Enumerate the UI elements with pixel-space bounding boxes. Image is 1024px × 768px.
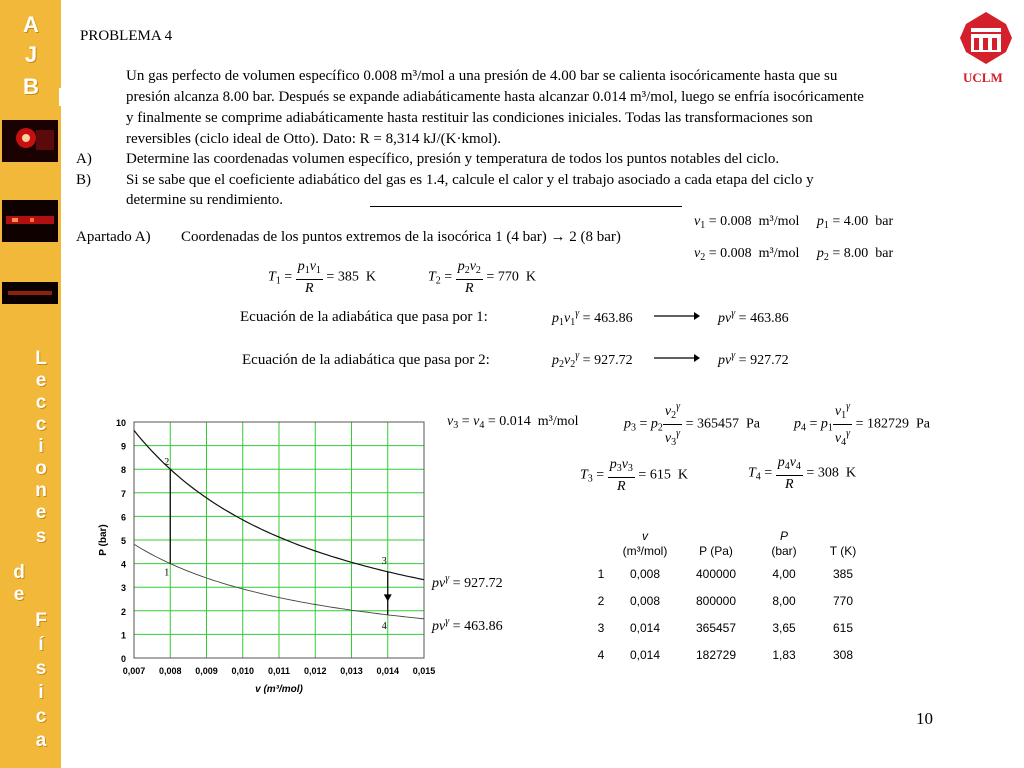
row-T: 308 [832,647,854,662]
row-T: 770 [832,593,854,608]
table-row [588,560,874,587]
p3-value: 365457 [696,416,739,432]
header-pa-bottom: P (Pa) [699,544,733,558]
table-row [588,587,874,614]
item-b-line-2: determine su rendimiento. [126,192,284,208]
header-bar [756,528,812,560]
row-T: 385 [832,566,854,581]
sb-l12: í [38,634,44,655]
apartado-text: Coordenadas de los puntos extremos de la isocórica 1 (4 bar) → 2 (8 bar) [181,229,621,245]
row-index: 3 [597,620,605,635]
lab-photo-2 [2,200,58,242]
sidebar-marker [59,88,64,106]
row-index: 4 [597,647,605,662]
sb-l0: L [35,348,47,369]
eq-p4: $p_4 = p_1$ $\frac{v_1^\gamma}{v_4^\gamma}$ = 182729 Pa [794,398,930,451]
curve-label-lower-value: 463.86 [464,619,503,634]
sidebar [0,0,61,768]
sb-l5: o [35,458,47,479]
point-label-3: 3 [381,555,387,567]
header-bar-top: P [779,529,788,543]
adiab2-general-value: 927.72 [750,353,789,368]
sidebar-letter-j: J [24,42,38,67]
p2-unit: bar [875,246,894,261]
header-index [588,528,614,560]
x-tick-label: 0,009 [195,666,218,676]
eq-T2: $T_2$ = $\frac{p_2v_2}{R}$ = 770 K [428,259,536,296]
header-T-bottom: T (K) [829,544,857,558]
y-tick-label: 10 [115,418,126,428]
sb-l1: e [35,370,47,391]
row-bar: 1,83 [772,647,796,662]
T1-value: 385 [337,269,359,285]
arrows-icon [654,308,700,368]
T3-unit: K [677,467,688,483]
point-label-4: 4 [381,620,387,632]
row-v: 0,014 [629,647,661,662]
row-v: 0,008 [629,566,661,581]
sb-l2: c [35,392,47,413]
y-tick-label: 7 [120,488,126,499]
v2-unit: m³/mol [758,246,800,261]
T4-value: 308 [817,465,839,481]
apartado-label: Apartado A) [76,229,151,245]
curve-label-lower: $pv^\gamma = 463.86$ [432,616,503,634]
sb-l10: e [13,584,25,605]
header-bar-bottom: (bar) [771,544,797,558]
header-v [614,528,676,560]
x-tick-label: 0,012 [303,666,327,676]
row-v: 0,008 [629,593,661,608]
row-pa: 800000 [695,593,737,608]
p1-value: 4.00 [843,214,869,229]
x-tick-label: 0,015 [412,666,436,676]
page-number: 10 [916,709,933,728]
curve-label-upper-value: 927.72 [464,576,503,591]
row-pa: 182729 [695,647,737,662]
x-tick-label: 0,010 [231,666,255,676]
y-tick-label: 2 [120,606,126,617]
table-header-row [588,528,874,560]
y-tick-label: 9 [120,441,126,452]
logo-text: UCLM [963,70,1003,85]
eq-v1-p1: $v_1 = 0.008$ m³/mol $p_1 = 4.00$ bar [694,214,894,231]
problem-title: PROBLEMA 4 [80,28,173,44]
T3-value: 615 [649,467,671,483]
eq-T1: $T_1$ = $\frac{p_1v_1}{R}$ = 385 K [268,259,376,296]
x-tick-label: 0,007 [122,666,146,676]
header-v-top: v [642,529,648,543]
lab-photo-1 [2,120,58,162]
row-index: 1 [597,566,605,581]
T4-unit: K [845,465,856,481]
sb-l9: d [13,562,25,583]
x-tick-label: 0,014 [376,666,400,676]
row-T: 615 [832,620,854,635]
sb-l3: c [35,414,47,435]
adiab2-eq: $p_2v_2^\gamma = 927.72$ [552,350,633,370]
row-pa: 365457 [695,620,737,635]
x-tick-label: 0,008 [158,666,182,676]
eq-T4: $T_4$ = $\frac{p_4v_4}{R}$ = 308 K [748,455,856,492]
sb-l15: c [35,706,47,727]
eq-v3-v4: $v_3 = v_4 = 0.014$ m³/mol [447,414,579,431]
y-tick-label: 6 [120,512,126,523]
v1-unit: m³/mol [758,214,800,229]
item-b-line-1: Si se sabe que el coeficiente adiabático del gas es 1.4, calcule el calor y el trabajo asociado a cada etapa del ciclo y [126,172,814,188]
uclm-logo-icon [958,10,1014,66]
p2-value: 8.00 [843,246,869,261]
pv-chart [92,410,442,700]
row-v: 0,014 [629,620,661,635]
header-v-bottom: (m³/mol) [622,544,668,558]
y-tick-label: 5 [120,536,126,546]
row-index: 2 [597,593,605,608]
sb-l7: e [35,502,47,523]
T2-value: 770 [497,269,519,285]
curve-label-upper: $pv^\gamma = 927.72$ [432,573,503,591]
adiab1-label: Ecuación de la adiabática que pasa por 1: [240,309,488,325]
problem-line-4: reversibles (ciclo ideal de Otto). Dato: R = 8,314 kJ/(K·kmol). [126,131,502,147]
eq-T3: $T_3$ = $\frac{p_3v_3}{R}$ = 615 K [580,457,688,494]
y-tick-label: 1 [120,630,126,641]
adiab1-general-value: 463.86 [750,311,789,326]
sb-l16: a [35,730,47,751]
v2-value: 0.008 [720,246,752,261]
p4-value: 182729 [866,416,909,432]
problem-line-1: Un gas perfecto de volumen específico 0.008 m³/mol a una presión de 4.00 bar se calienta isocóricamente hasta que su [126,68,838,84]
x-axis-label: v (m³/mol) [255,684,303,695]
p3-unit: Pa [745,416,760,432]
x-tick-label: 0,011 [267,666,291,676]
y-tick-label: 3 [120,583,126,594]
y-tick-label: 0 [120,654,126,664]
point-label-1: 1 [164,567,170,579]
y-axis-label: P (bar) [98,524,109,556]
header-pa [676,528,756,560]
adiab2-general: $pv^\gamma = 927.72$ [718,350,789,368]
item-a-label: A) [76,151,92,167]
x-tick-label: 0,013 [340,666,363,676]
adiab1-eq: $p_1v_1^\gamma = 463.86$ [552,308,633,328]
T2-unit: K [525,269,536,285]
y-tick-label: 8 [120,465,126,476]
v34-unit: m³/mol [537,414,579,429]
row-bar: 8,00 [772,593,796,608]
isochore-arrow [384,594,392,601]
eq-p3: $p_3 = p_2$ $\frac{v_2^\gamma}{v_3^\gamma}$ = 365457 Pa [624,398,760,451]
sb-l11: F [35,610,47,631]
item-b-label: B) [76,172,91,188]
table-row [588,614,874,641]
y-tick-label: 4 [120,559,126,570]
table-row [588,641,874,668]
adiab1-value: 463.86 [594,311,633,326]
sidebar-letter-a: A [23,12,39,37]
eq-v2-p2: $v_2 = 0.008$ m³/mol $p_2 = 8.00$ bar [694,246,894,263]
row-bar: 3,65 [772,620,796,635]
lab-photo-3 [2,282,58,304]
results-table [588,528,874,668]
adiab2-label: Ecuación de la adiabática que pasa por 2: [242,352,490,368]
row-pa: 400000 [695,566,737,581]
sb-l4: i [38,436,44,457]
sb-l6: n [35,480,47,501]
p4-unit: Pa [915,416,930,432]
item-a-text: Determine las coordenadas volumen específico, presión y temperatura de todos los puntos notables del ciclo. [126,151,780,167]
v1-value: 0.008 [720,214,752,229]
T1-unit: K [365,269,376,285]
row-bar: 4,00 [772,566,796,581]
point-label-2: 2 [164,457,170,469]
v34-value: 0.014 [499,414,531,429]
sb-l8: s [35,526,47,547]
sb-l13: s [35,658,47,679]
problem-line-2: presión alcanza 8.00 bar. Después se expande adiabáticamente hasta alcanzar 0.014 m³/mol, luego se enfría isocóricamente [126,89,864,105]
sidebar-letter-b: B [23,74,39,99]
adiab1-general: $pv^\gamma = 463.86$ [718,308,789,326]
adiab2-value: 927.72 [594,353,633,368]
header-T [812,528,874,560]
p1-unit: bar [875,214,894,229]
problem-line-3: y finalmente se comprime adiabáticamente hasta restituir las condiciones iniciales. Todas las transformaciones son [126,110,813,126]
sb-l14: i [38,682,44,703]
divider-line [370,206,682,207]
